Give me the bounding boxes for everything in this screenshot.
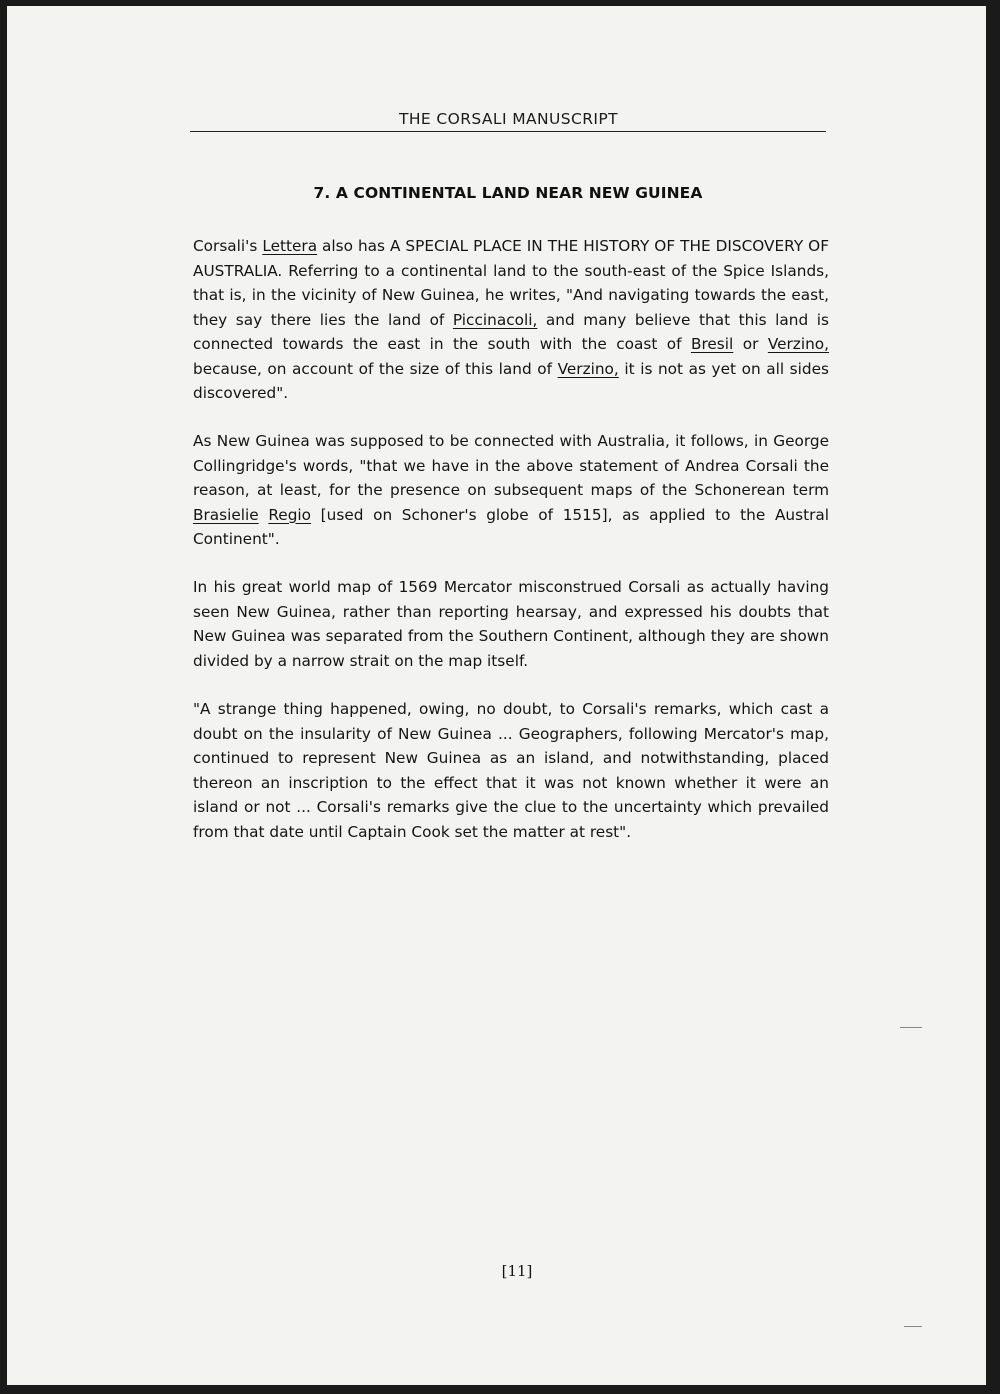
paragraph-1: [193, 234, 829, 406]
scan-mark: [904, 1326, 922, 1327]
p1-text-3: and many believe that this land is connected towards the east in the south with the coast of: [193, 310, 829, 353]
document-page: [7, 6, 986, 1385]
p1-text-4: or: [733, 335, 768, 353]
underlined-term-verzino: Verzino,: [767, 335, 830, 353]
p1-text-2: also has A SPECIAL PLACE IN THE HISTORY OF THE DISCOVERY OF AUSTRALIA. Referring to a continental land to the south-east of the Spice Islands, that is, in the vicinity of New Guinea, he writes, "And navigating towards the east, they say there lies the land of: [193, 237, 829, 329]
underlined-term-verzino-2: Verzino,: [557, 359, 619, 378]
header-rule: [190, 131, 826, 132]
underlined-term-bresil: Bresil: [690, 335, 734, 353]
underlined-term-lettera: Lettera: [262, 237, 318, 255]
page-number: [11]: [501, 1262, 533, 1280]
p1-text-1: Corsali's: [193, 237, 263, 255]
running-header: THE CORSALI MANUSCRIPT: [398, 110, 619, 128]
underlined-term-brasielie: Brasielie: [193, 505, 259, 524]
p1-text-6: it is not as yet on all sides discovered".: [193, 359, 829, 402]
underlined-term-piccinacoli: Piccinacoli,: [452, 310, 538, 329]
underlined-term-regio: Regio: [268, 505, 312, 524]
section-title: 7. A CONTINENTAL LAND NEAR NEW GUINEA: [313, 184, 703, 202]
p2-text-3: [used on Schoner's globe of 1515], as applied to the Austral Continent".: [193, 505, 829, 548]
paragraph-4: "A strange thing happened, owing, no doubt, to Corsali's remarks, which cast a doubt on the insularity of New Guinea ... Geographers, following Mercator's map, continued to represent New Guinea as an island, and notwithstanding, placed thereon an inscription to the effect that it was not known whether it were an island or not ... Corsali's remarks give the clue to the uncertainty which prevailed from that date until Captain Cook set the matter at rest".: [193, 700, 829, 841]
p2-text-2: [259, 506, 269, 524]
p2-text-1: As New Guinea was supposed to be connected with Australia, it follows, in George Collingridge's words, "that we have in the above statement of Andrea Corsali the reason, at least, for the presence on subsequent maps of the Schonerean term: [193, 432, 829, 499]
paragraph-3: In his great world map of 1569 Mercator misconstrued Corsali as actually having seen New Guinea, rather than reporting hearsay, and expressed his doubts that New Guinea was separated from the Southern Continent, although they are shown divided by a narrow strait on the map itself.: [193, 578, 829, 670]
paragraph-2: [193, 429, 829, 552]
p1-text-5: because, on account of the size of this land of: [193, 359, 558, 378]
scan-mark: [900, 1027, 922, 1028]
